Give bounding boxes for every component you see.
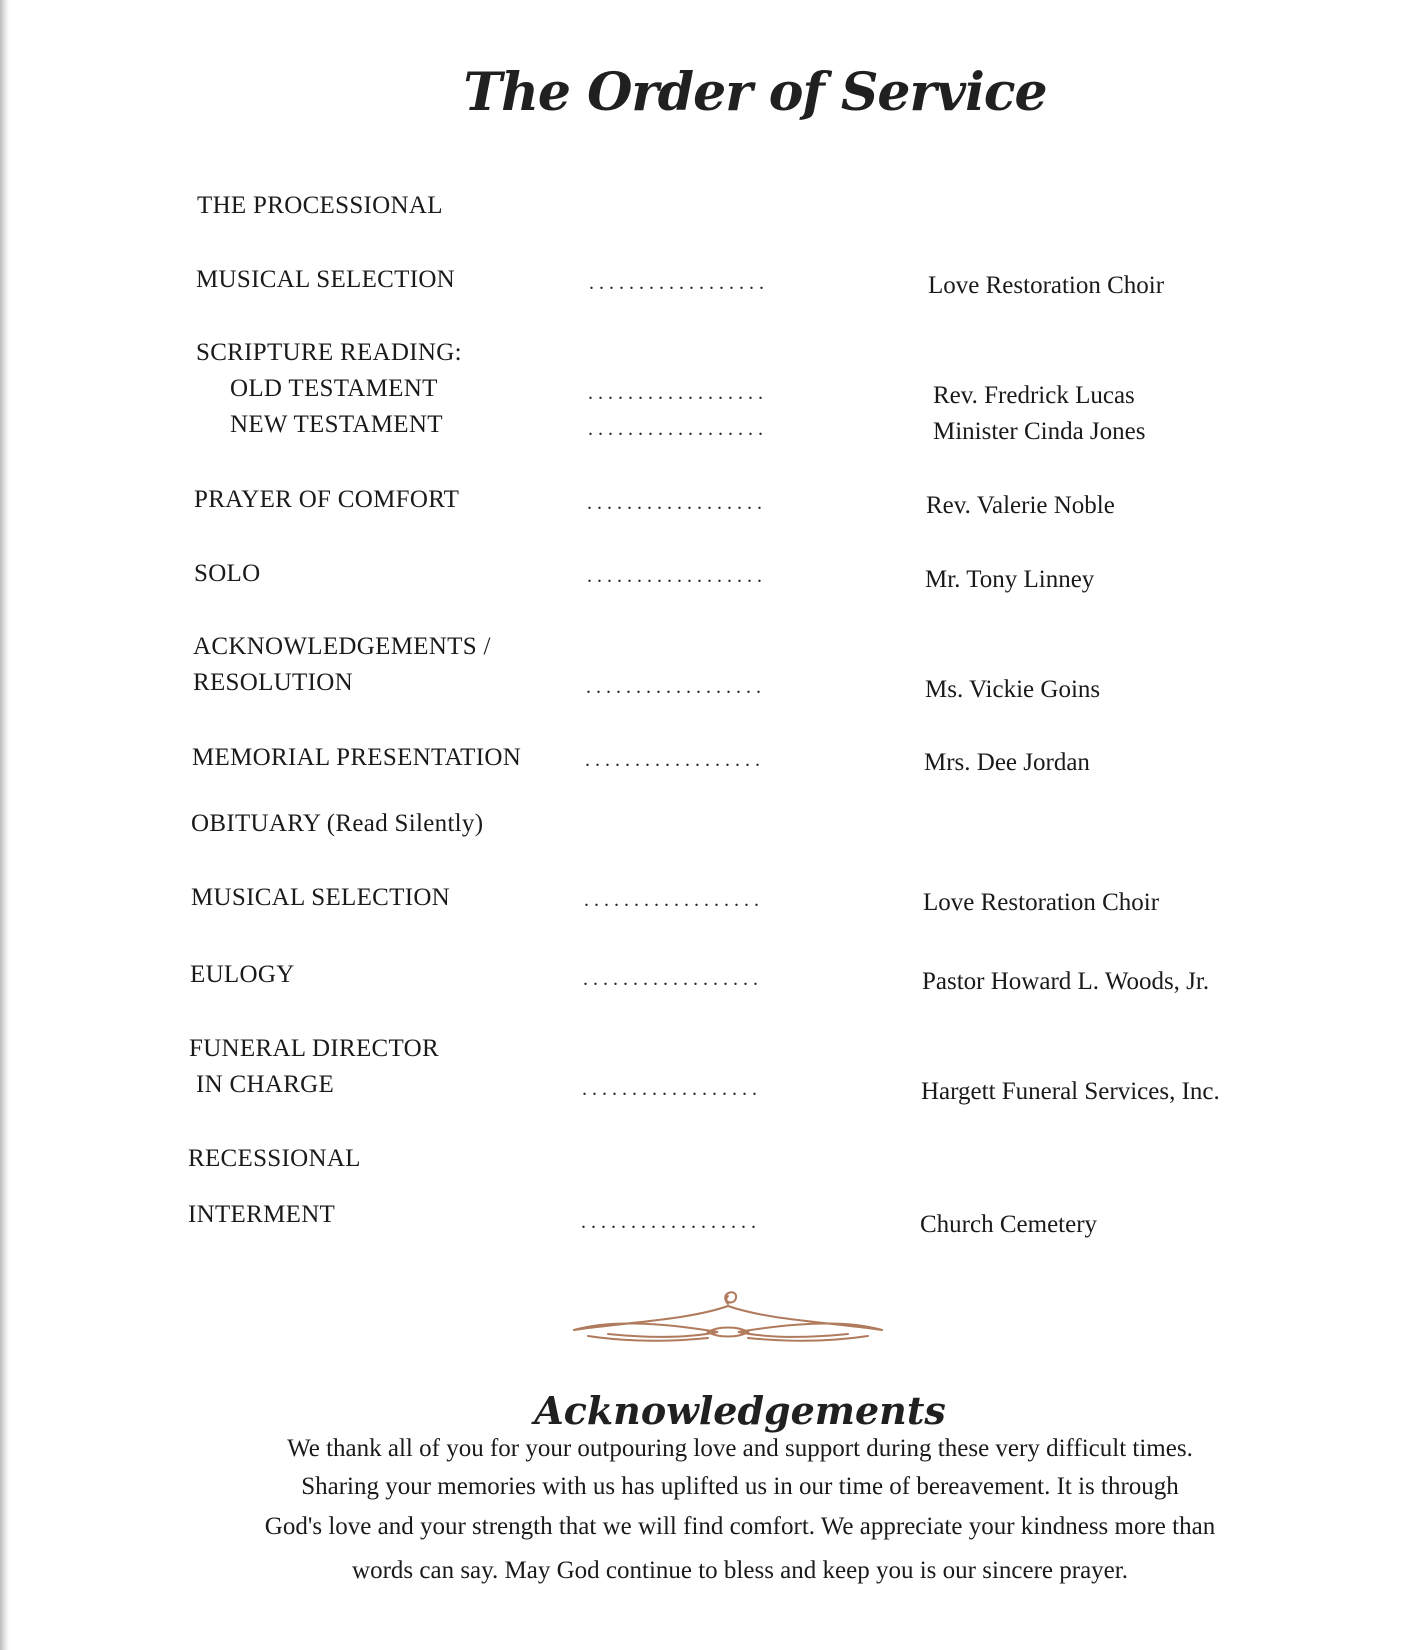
label-line: ACKNOWLEDGEMENTS / [193,633,491,660]
dotted-leader: .................. [587,492,767,514]
program-label-memorial-presentation [192,740,521,776]
page-title: The Order of Service [463,62,1047,123]
label-line: INTERMENT [188,1201,336,1228]
participant-name: Rev. Valerie Noble [926,492,1115,519]
program-label-obituary [191,806,483,842]
program-participant [921,1074,1220,1110]
participant-name: Mrs. Dee Jordan [924,749,1090,776]
acknowledgements-text-line: God's love and your strength that we will find comfort. We appreciate your kindness more than [264,1513,1216,1540]
dotted-leader: .................. [588,382,768,404]
program-label-prayer-of-comfort [194,482,459,518]
label-line: OBITUARY (Read Silently) [191,810,484,837]
participant-name: Church Cemetery [920,1211,1098,1238]
flourish-ornament-icon [568,1286,888,1344]
label-line: MEMORIAL PRESENTATION [192,744,522,771]
program-label-musical-selection [191,880,450,916]
program-label-funeral-director [189,1031,439,1103]
dotted-leader: .................. [585,749,765,771]
participant-name: Hargett Funeral Services, Inc. [921,1078,1220,1105]
participant-name: Pastor Howard L. Woods, Jr. [922,968,1210,995]
program-participant [925,672,1100,708]
program-label-solo [194,556,260,592]
program-label-musical-selection [196,262,455,298]
label-line: SOLO [194,560,261,587]
acknowledgements-heading: Acknowledgements [534,1388,946,1433]
program-participant [925,562,1094,598]
dotted-leader: .................. [587,565,767,587]
participant-name: Minister Cinda Jones [933,418,1146,445]
label-line: OLD TESTAMENT [230,375,438,402]
label-line: RECESSIONAL [188,1145,361,1172]
dotted-leader: .................. [586,676,766,698]
program-participant [923,885,1159,921]
dotted-leader: .................. [584,889,764,911]
program-label-scripture-reading [196,335,462,443]
label-line: PRAYER OF COMFORT [194,486,460,513]
program-label-interment [188,1197,335,1233]
program-label-eulogy [190,957,295,993]
label-line: SCRIPTURE READING: [196,339,462,366]
program-participant [922,964,1209,1000]
label-line: MUSICAL SELECTION [191,884,451,911]
program-label-recessional [188,1141,361,1177]
dotted-leader: .................. [583,968,763,990]
participant-name: Rev. Fredrick Lucas [933,382,1135,409]
program-label-acknowledgements-resolution [193,629,491,701]
program-participant [924,745,1090,781]
acknowledgements-text-line: We thank all of you for your outpouring love and support during these very difficult times. [287,1435,1193,1462]
participant-name: Ms. Vickie Goins [925,676,1101,703]
dotted-leader: .................. [582,1078,762,1100]
dotted-leader: .................. [589,272,769,294]
label-line: IN CHARGE [196,1071,335,1098]
participant-name: Love Restoration Choir [923,889,1160,916]
label-line: FUNERAL DIRECTOR [189,1035,439,1062]
label-line: MUSICAL SELECTION [196,266,456,293]
program-participant [920,1207,1097,1243]
label-line: RESOLUTION [193,669,353,696]
program-label-processional [197,188,443,224]
participant-name: Mr. Tony Linney [925,566,1095,593]
participant-name: Love Restoration Choir [928,272,1165,299]
program-participant [928,268,1164,304]
dotted-leader: .................. [581,1211,761,1233]
label-line: EULOGY [190,961,295,988]
label-line: THE PROCESSIONAL [197,192,443,219]
dotted-leader: .................. [588,418,768,440]
label-line: NEW TESTAMENT [230,411,443,438]
program-participant [926,488,1115,524]
program-participant [933,378,1146,450]
acknowledgements-text-line: words can say. May God continue to bless and keep you is our sincere prayer. [352,1557,1128,1584]
acknowledgements-text-line: Sharing your memories with us has uplifted us in our time of bereavement. It is through [301,1473,1179,1500]
